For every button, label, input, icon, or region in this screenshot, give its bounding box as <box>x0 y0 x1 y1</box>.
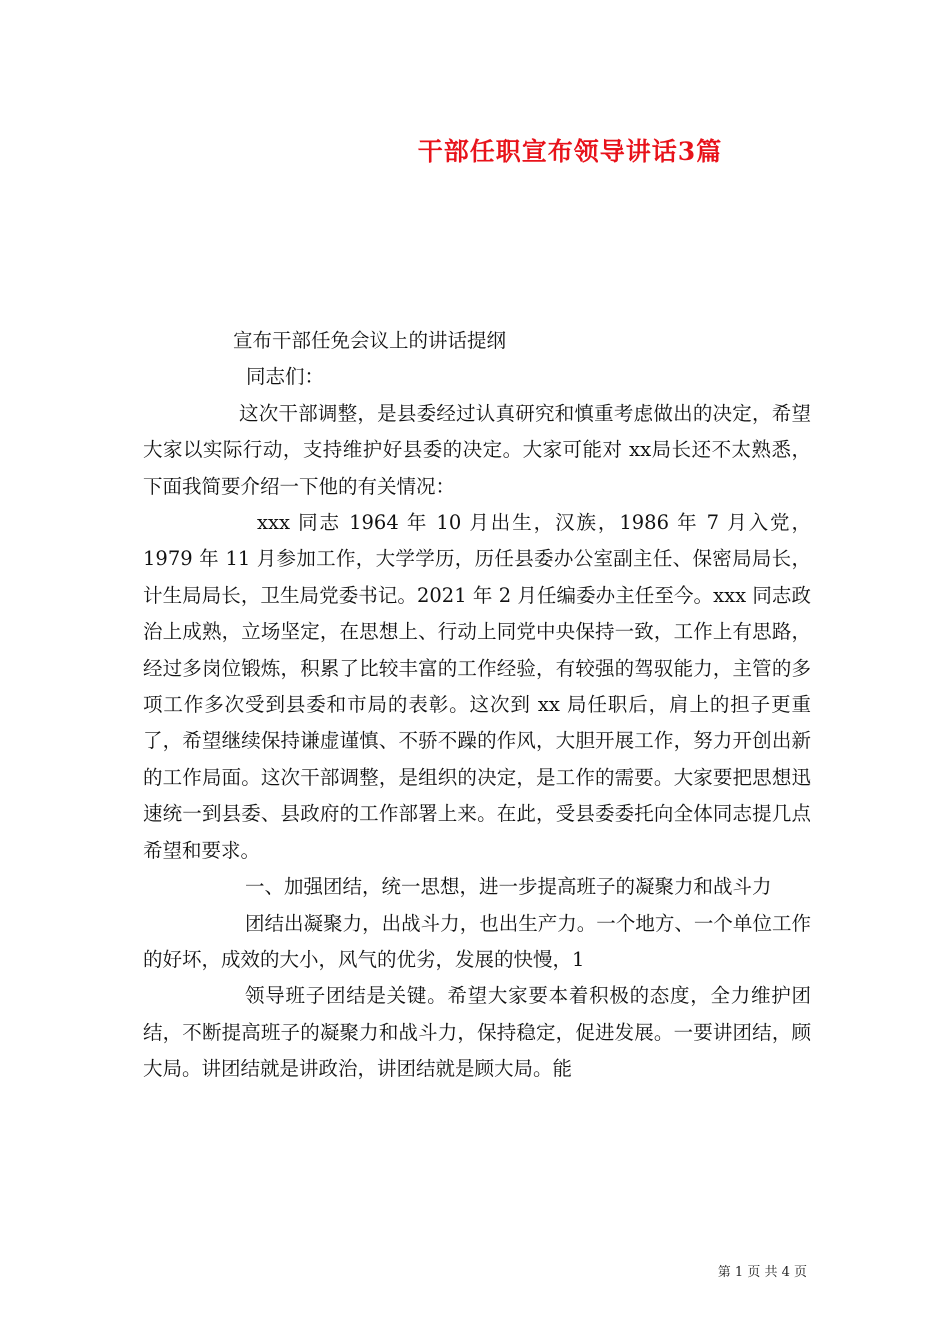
paragraph-unity: 团结出凝聚力，出战斗力，也出生产力。一个地方、一个单位工作的好坏，成效的大小，风气的优劣，发展的快慢，1 <box>143 911 811 971</box>
document-body <box>143 323 811 1088</box>
paragraph-profile: xxx 同志 1964 年 10 月出生，汉族，1986 年 7 月入党，1979 年 11 月参加工作，大学学历，历任县委办公室副主任、保密局局长，计生局局长，卫生局党委书记。2021 年 2 月任编委办主任至今。xxx 同志政治上成熟，立场坚定，在思想上、行动上同党中央保持一致，工作上有思路，经过多岗位锻炼，积累了比较丰富的工作经验，有较强的驾驭能力，主管的多项工作多次受到县委和市局的表彰。这次到 xx 局任职后，肩上的担子更重了，希望继续保持谦虚谨慎、不骄不躁的作风，大胆开展工作，努力开创出新的工作局面。这次干部调整，是组织的决定，是工作的需要。大家要把思想迅速统一到县委、县政府的工作部署上来。在此，受县委委托向全体同志提几点希望和要求。 <box>143 511 811 862</box>
document-title: 干部任职宣布领导讲话3篇 <box>417 137 723 166</box>
section-heading-unity: 一、加强团结，统一思想，进一步提高班子的凝聚力和战斗力 <box>245 875 772 899</box>
salutation: 同志们： <box>246 365 325 389</box>
page-number-footer: 第 1 页 共 4 页 <box>717 1265 807 1280</box>
paragraph-intro: 这次干部调整，是县委经过认真研究和慎重考虑做出的决定，希望大家以实际行动，支持维护好县委的决定。大家可能对 xx局长还不太熟悉，下面我简要介绍一下他的有关情况： <box>143 401 811 498</box>
document-subtitle: 宣布干部任免会议上的讲话提纲 <box>233 329 507 352</box>
paragraph-leadership: 领导班子团结是关键。希望大家要本着积极的态度，全力维护团结，不断提高班子的凝聚力和战斗力，保持稳定，促进发展。一要讲团结，顾大局。讲团结就是讲政治，讲团结就是顾大局。能 <box>143 984 811 1081</box>
